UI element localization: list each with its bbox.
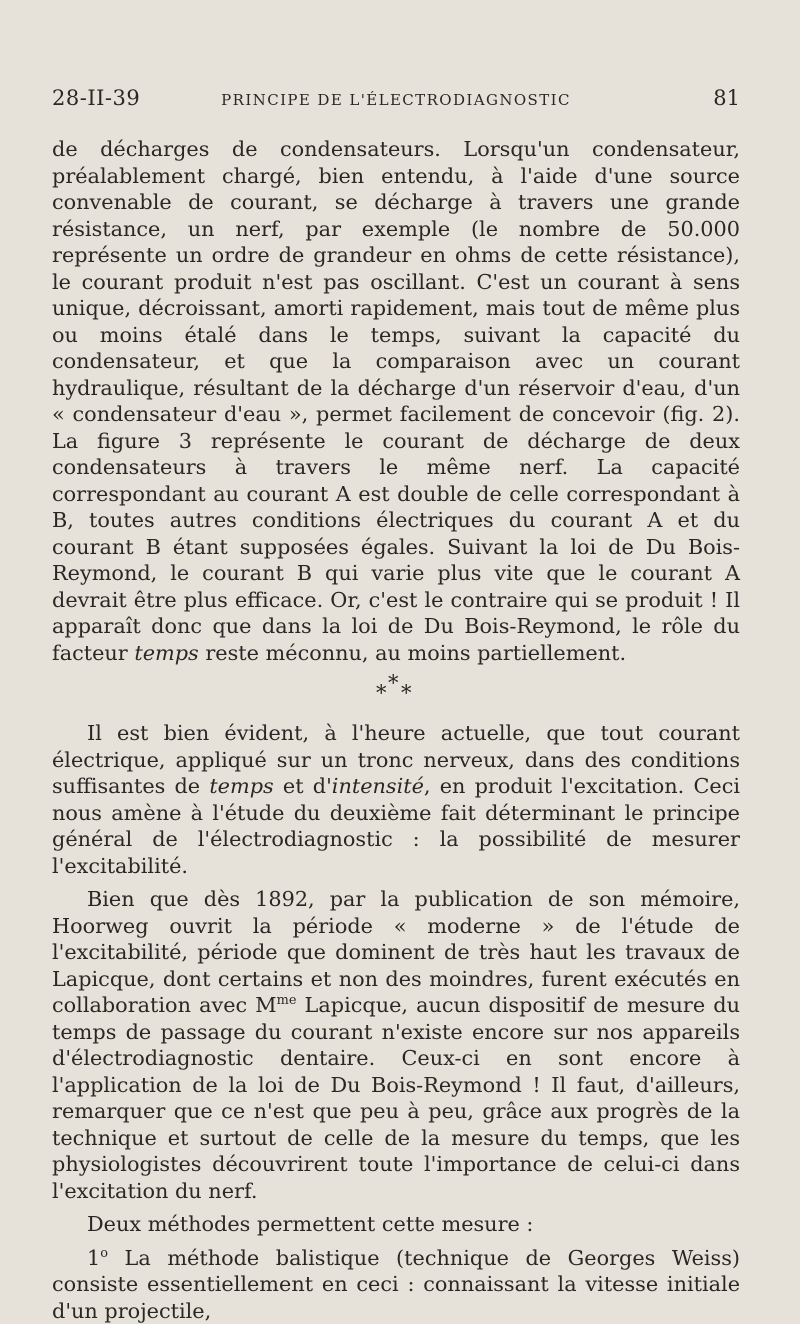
paragraph-excitability [52, 720, 740, 879]
italic-term: intensité [332, 774, 424, 798]
text-run: et d' [274, 774, 332, 798]
asterisk: * [376, 680, 387, 707]
text-run: Il est bien évident, à l'heure actuelle, que tout courant électrique, appliqué sur un tronc nerveux, dans des conditions suffisantes de [52, 721, 740, 798]
body-text [52, 136, 740, 1324]
header-date: 28-II-39 [52, 86, 140, 110]
superscript: me [277, 993, 297, 1008]
text-run: La méthode balistique (technique de Georges Weiss) consiste essentiellement en ceci : connaissant la vitesse initiale d'un projectile, [52, 1246, 740, 1323]
text-run: , en produit l'excitation. Ceci nous amène à l'étude du deuxième fait déterminant le principe général de l'électrodiagnostic : la possibilité de mesurer l'excitabilité. [52, 774, 740, 878]
text-run: Lapicque, aucun dispositif de mesure du temps de passage du courant n'existe encore sur nos appareils d'électrodiagnostic dentaire. Ceux-ci en sont encore à l'application de la loi de Du Bois-Reymond ! Il faut, d'ailleurs, remarquer que ce n'est que peu à peu, grâce aux progrès de la technique et surtout de celle de la mesure du temps, que les physiologistes découvrirent toute l'importance de celui-ci dans l'excitation du nerf. [52, 993, 740, 1203]
text-run: Bien que dès 1892, par la publication de son mémoire, Hoorweg ouvrit la période « moderne » de l'étude de l'excitabilité, période que dominent de très haut les travaux de Lapicque, dont certains et non des moindres, furent exécutés en collaboration avec M [52, 887, 740, 1017]
paragraph-history [52, 886, 740, 1204]
asterisk: * [388, 670, 399, 697]
running-head [52, 86, 740, 116]
header-title: PRINCIPE DE L'ÉLECTRODIAGNOSTIC [52, 91, 740, 109]
superscript: o [100, 1246, 108, 1261]
page-number: 81 [713, 86, 740, 110]
text-run: de décharges de condensateurs. Lorsqu'un condensateur, préalablement chargé, bien entendu, à l'aide d'une source convenable de courant, se décharge à travers une grande résistance, un nerf, par exemple (le nombre de 50.000 représente un ordre de grandeur en ohms de cette résistance), le courant produit n'est pas oscillant. C'est un courant à sens unique, décroissant, amorti rapidement, mais tout de même plus ou moins étalé dans le temps, suivant la capacité du condensateur, et que la comparaison avec un courant hydraulique, résultant de la décharge d'un réservoir d'eau, d'un « condensateur d'eau », permet facilement de concevoir (fig. 2). La figure 3 représente le courant de décharge de deux condensateurs à travers le même nerf. La capacité correspondant au courant A est double de celle correspondant à B, toutes autres conditions électriques du courant A et du courant B étant supposées égales. Suivant la loi de Du Bois-Reymond, le courant B qui varie plus vite que le courant A devrait être plus efficace. Or, c'est le contraire qui se produit ! Il apparaît donc que dans la loi de Du Bois-Reymond, le rôle du facteur [52, 137, 740, 665]
italic-term: temps [134, 641, 198, 665]
paragraph-condensers [52, 136, 740, 666]
list-number: 1 [87, 1246, 100, 1270]
paragraph-ballistic-method [52, 1245, 740, 1324]
text-run: reste méconnu, au moins partiellement. [199, 641, 626, 665]
asterisk: * [401, 680, 412, 707]
asterism-divider [366, 670, 426, 710]
italic-term: temps [209, 774, 273, 798]
paragraph-methods: Deux méthodes permettent cette mesure : [52, 1211, 740, 1238]
